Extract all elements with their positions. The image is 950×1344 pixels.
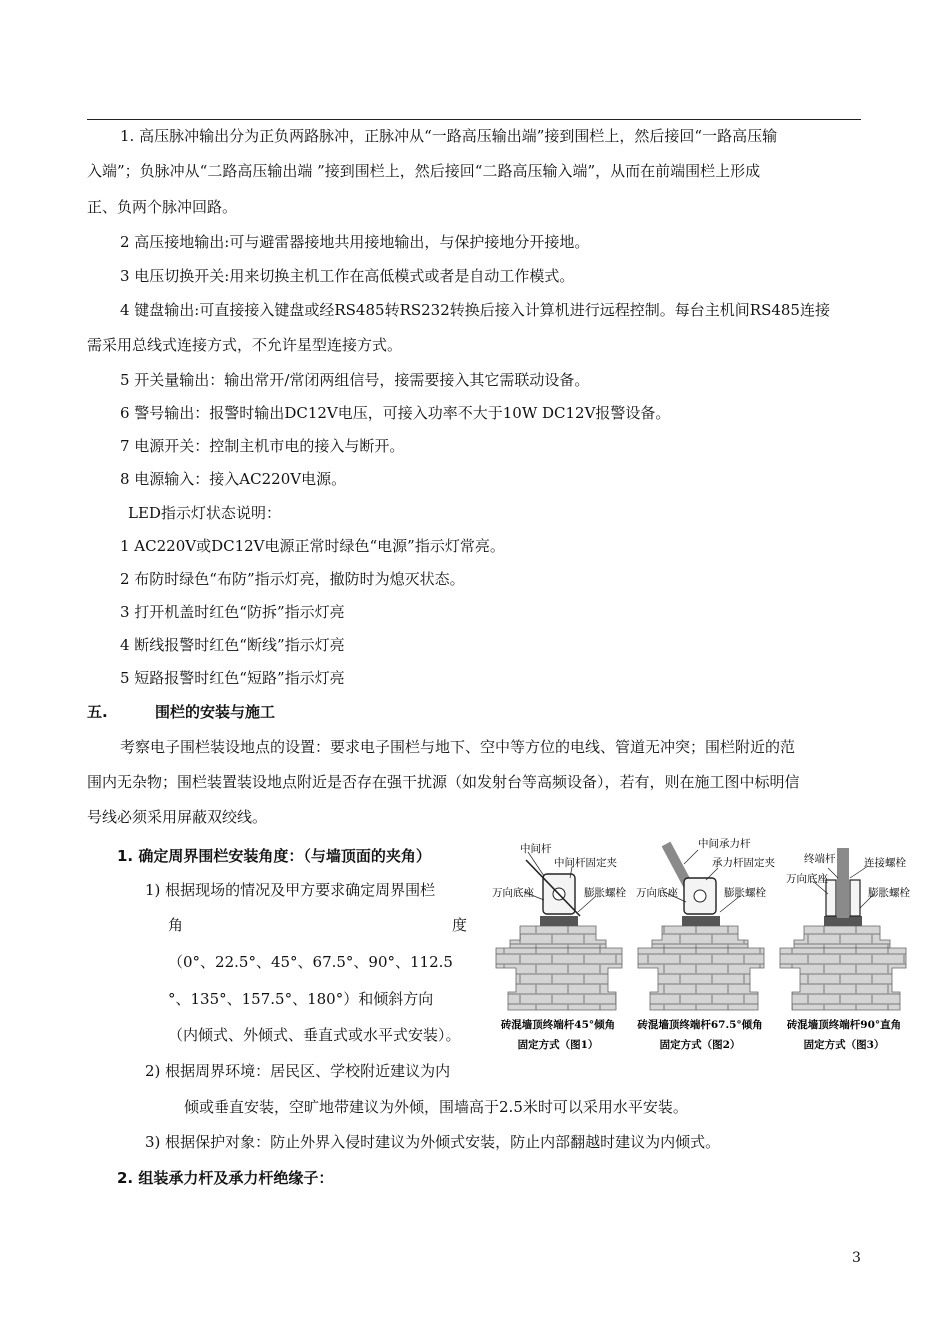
fig2-label-rod: 中间承力杆 [698,838,751,850]
item-1-line-3: （0°、22.5°、45°、67.5°、90°、112.5 [168,953,453,971]
para-6: 6 警号输出：报警时输出DC12V电压，可接入功率不大于10W DC12V报警设备。 [120,404,671,422]
item-1-line-1: 1) 根据现场的情况及甲方要求确定周界围栏 [145,881,436,899]
fig1-caption-line-2: 固定方式（图1） [517,1039,599,1051]
item-1-line-2a: 角 [168,916,184,934]
para-1-line-2: 入端”；负脉冲从“二路高压输出端 ”接到围栏上，然后接回“二路高压输入端”，从而在前端围栏上形成 [87,162,761,180]
led-item-2: 2 布防时绿色“布防”指示灯亮，撤防时为熄灭状态。 [120,570,465,588]
para-1-line-3: 正、负两个脉冲回路。 [87,198,238,216]
item-1-line-4: °、135°、157.5°、180°）和倾斜方向 [168,990,434,1008]
para-1-line-1: 1. 高压脉冲输出分为正负两路脉冲，正脉冲从“一路高压输出端”接到围栏上，然后接回“一路高压输 [120,127,778,145]
fig1-label-bolt: 膨胀螺栓 [584,887,626,899]
figure-1-diagram [496,852,622,1010]
heading-1: 1. 确定周界围栏安装角度：（与墙顶面的夹角） [117,847,431,865]
item-1-line-5: （内倾式、外倾式、垂直式或水平式安装）。 [168,1026,461,1044]
led-item-1: 1 AC220V或DC12V电源正常时绿色“电源”指示灯常亮。 [120,537,505,555]
para-2: 2 高压接地输出:可与避雷器接地共用接地输出，与保护接地分开接地。 [120,233,590,251]
item-3: 3) 根据保护对象：防止外界入侵时建议为外倾式安装，防止内部翻越时建议为内倾式。 [145,1133,721,1151]
para-3: 3 电压切换开关:用来切换主机工作在高低模式或者是自动工作模式。 [120,267,575,285]
fence-mounting-figure [488,834,918,1056]
para-4-line-1: 4 键盘输出:可直接接入键盘或经RS485转RS232转换后接入计算机进行远程控制。每台主机间RS485连接 [120,301,830,319]
fig1-label-base: 万向底座 [492,887,534,899]
fig2-label-clamp: 承力杆固定夹 [712,857,775,869]
fig1-label-clamp: 中间杆固定夹 [554,857,617,869]
fig3-label-base: 万向底座 [786,873,828,885]
section-number: 五. [87,703,108,721]
fig2-caption-line-1: 砖混墙顶终端杆67.5°倾角 [637,1019,763,1031]
para-7: 7 电源开关：控制主机市电的接入与断开。 [120,437,405,455]
led-title: LED指示灯状态说明： [128,504,281,522]
page-number: 3 [852,1250,861,1266]
fig3-label-bolt-1: 连接螺栓 [864,857,906,869]
fig2-label-base: 万向底座 [636,887,678,899]
para-8: 8 电源输入：接入AC220V电源。 [120,470,347,488]
led-item-4: 4 断线报警时红色“断线”指示灯亮 [120,636,345,654]
intro-line-1: 考察电子围栏装设地点的设置：要求电子围栏与地下、空中等方位的电线、管道无冲突；围栏附近的范 [120,738,796,756]
intro-line-2: 围内无杂物；围栏装置装设地点附近是否存在强干扰源（如发射台等高频设备），若有，则在施工图中标明信 [87,773,800,791]
item-2-line-1: 2) 根据周界环境：居民区、学校附近建议为内 [145,1062,451,1080]
heading-2: 2. 组装承力杆及承力杆绝缘子： [117,1169,334,1187]
fig2-caption-line-2: 固定方式（图2） [659,1039,741,1051]
led-item-5: 5 短路报警时红色“短路”指示灯亮 [120,669,345,687]
fig1-caption-line-1: 砖混墙顶终端杆45°倾角 [500,1019,616,1031]
item-2-line-2: 倾或垂直安装，空旷地带建议为外倾，围墙高于2.5米时可以采用水平安装。 [184,1098,688,1116]
fig3-label-bolt-2: 膨胀螺栓 [868,887,910,899]
fig3-label-rod: 终端杆 [804,853,836,865]
item-1-line-2b: 度 [452,916,468,934]
led-item-3: 3 打开机盖时红色“防拆”指示灯亮 [120,603,345,621]
para-5: 5 开关量输出：输出常开/常闭两组信号，接需要接入其它需联动设备。 [120,371,590,389]
fig1-label-rod: 中间杆 [520,843,552,855]
para-4-line-2: 需采用总线式连接方式，不允许星型连接方式。 [87,336,403,354]
fig3-caption-line-2: 固定方式（图3） [803,1039,885,1051]
intro-line-3: 号线必须采用屏蔽双绞线。 [87,808,268,826]
section-title: 围栏的安装与施工 [155,703,276,721]
fig3-caption-line-1: 砖混墙顶终端杆90°直角 [786,1019,902,1031]
fig2-label-bolt: 膨胀螺栓 [724,887,766,899]
